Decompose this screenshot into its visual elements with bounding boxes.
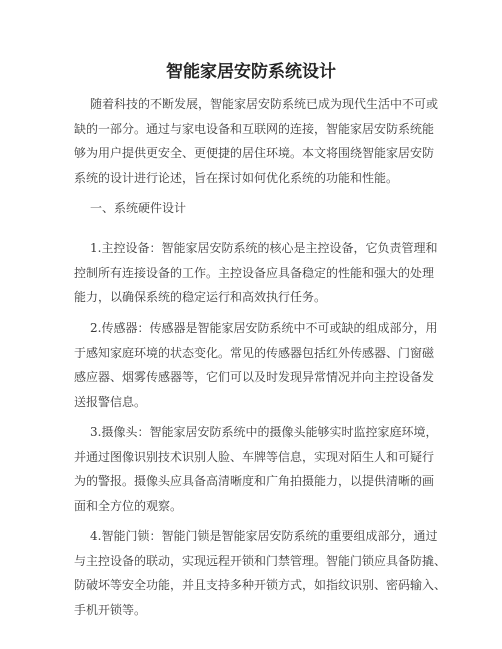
- paragraph-smart-lock: [74, 524, 447, 622]
- text-line: 并通过图像识别技术识别人脸、车牌等信息，实现对陌生人和可疑行: [74, 449, 435, 464]
- text-line: 为的警报。摄像头应具备高清晰度和广角拍摄能力，以提供清晰的画: [74, 474, 435, 488]
- text-line: 与主控设备的联动，实现远程开锁和门禁管理。智能门锁应具备防撬、: [74, 553, 447, 568]
- text-line: 手机开锁等。: [74, 602, 147, 617]
- text-line: 系统的设计进行论述，旨在探讨如何优化系统的功能和性能。: [74, 170, 399, 185]
- text-line: 4.智能门锁：智能门锁是智能家居安防系统的重要组成部分，通过: [90, 529, 438, 543]
- section-heading-text: 一、系统硬件设计: [90, 201, 187, 215]
- document-title: 智能家居安防系统设计: [166, 62, 336, 82]
- text-line: 随着科技的不断发展，智能家居安防系统已成为现代生活中不可或: [90, 97, 439, 111]
- text-line: 1.主控设备：智能家居安防系统的核心是主控设备，它负责管理和: [90, 241, 438, 255]
- text-line: 于感知家庭环境的状态变化。常见的传感器包括红外传感器、门窗磁: [74, 345, 435, 360]
- text-line: 能力，以确保系统的稳定运行和高效执行任务。: [74, 290, 327, 304]
- text-line: 面和全方位的观察。: [74, 498, 183, 513]
- text-line: 缺的一部分。通过与家电设备和互联网的连接，智能家居安防系统能: [74, 121, 435, 136]
- paragraph-sensors: [74, 316, 444, 414]
- paragraph-main-controller: [74, 236, 444, 310]
- text-line: 2.传感器：传感器是智能家居安防系统中不可或缺的组成部分，用: [90, 321, 438, 335]
- paragraph-intro: [74, 92, 444, 190]
- text-line: 够为用户提供更安全、更便捷的居住环境。本文将围绕智能家居安防: [74, 146, 435, 160]
- text-line: 控制所有连接设备的工作。主控设备应具备稳定的性能和强大的处理: [74, 265, 435, 280]
- section-heading-hardware: [74, 196, 444, 221]
- text-line: 感应器、烟雾传感器等，它们可以及时发现异常情况并向主控设备发: [74, 370, 435, 384]
- text-line: 防破坏等安全功能，并且支持多种开锁方式，如指纹识别、密码输入、: [74, 578, 447, 592]
- paragraph-camera: [74, 420, 444, 518]
- text-line: 送报警信息。: [74, 394, 147, 409]
- text-line: 3.摄像头：智能家居安防系统中的摄像头能够实时监控家庭环境，: [90, 425, 438, 439]
